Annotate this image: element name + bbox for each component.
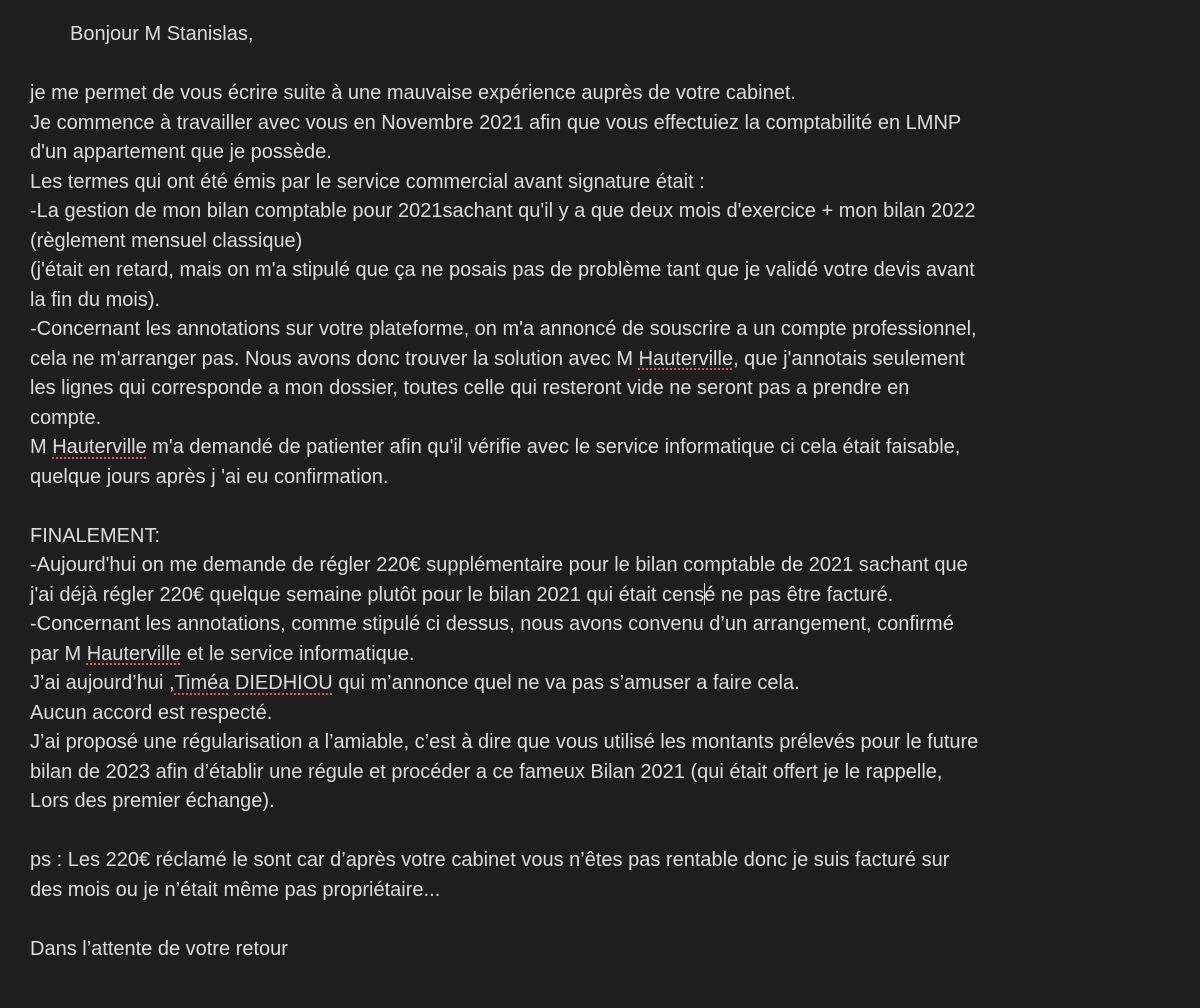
text-line: bilan de 2023 afin d’établir une régule et procéder a ce fameux Bilan 2021 (qui était offert je le rappelle, xyxy=(30,760,943,783)
section-heading: FINALEMENT: xyxy=(30,524,161,547)
misspelled-word[interactable]: Hauterville xyxy=(52,436,147,458)
ps-line: ps : Les 220€ réclamé le sont car d’après votre cabinet vous n’êtes pas rentable donc je suis facturé sur xyxy=(30,849,950,871)
text-line xyxy=(30,345,1180,375)
misspelled-word[interactable]: Hauterville xyxy=(86,642,182,665)
misspelled-word[interactable]: Hauterville xyxy=(638,347,734,370)
text-line xyxy=(30,669,1180,699)
text-line: Aucun accord est respecté. xyxy=(30,701,273,724)
text-segment: é ne pas être facturé. xyxy=(704,583,894,606)
text-segment: et le service informatique. xyxy=(181,642,415,665)
text-segment: J’ai aujourd’hui , xyxy=(30,672,175,694)
text-segment: par M xyxy=(30,642,87,665)
misspelled-word[interactable]: DIEDHIOU xyxy=(234,672,333,694)
text-line: compte. xyxy=(30,406,102,429)
text-segment: qui m’annonce quel ne va pas s’amuser a faire cela. xyxy=(332,672,800,694)
greeting-line: Bonjour M Stanislas, xyxy=(70,23,254,45)
misspelled-word[interactable]: Timéa xyxy=(174,672,230,694)
text-line: (j'était en retard, mais on m'a stipulé que ça ne posais pas de problème tant que je validé votre devis avant xyxy=(30,259,975,281)
text-segment: m'a demandé de patienter afin qu'il vérifie avec le service informatique ci cela était faisable, xyxy=(146,436,961,458)
text-line: (règlement mensuel classique) xyxy=(30,229,303,252)
blank-line xyxy=(30,905,1180,935)
text-line: je me permet de vous écrire suite à une mauvaise expérience auprès de votre cabinet. xyxy=(30,82,796,104)
text-segment: j'ai déjà régler 220€ quelque semaine plutôt pour le bilan 2021 qui était cens xyxy=(30,583,705,606)
blank-line xyxy=(30,817,1180,847)
text-line: quelque jours après j 'ai eu confirmation. xyxy=(30,465,389,488)
letter-body[interactable] xyxy=(30,20,1180,964)
text-segment: M xyxy=(30,436,53,458)
text-line: Les termes qui ont été émis par le service commercial avant signature était : xyxy=(30,170,705,193)
text-segment: cela ne m'arranger pas. Nous avons donc trouver la solution avec M xyxy=(30,347,639,370)
text-line xyxy=(30,640,1180,670)
text-line: Lors des premier échange). xyxy=(30,790,275,812)
text-line: -La gestion de mon bilan comptable pour 2021sachant qu'il y a que deux mois d'exercice + mon bilan 2022 xyxy=(30,200,976,222)
text-segment: , que j'annotais seulement xyxy=(733,347,965,370)
text-line: -Concernant les annotations, comme stipulé ci dessus, nous avons convenu d’un arrangement, confirmé xyxy=(30,613,954,635)
text-line: J’ai proposé une régularisation a l’amiable, c’est à dire que vous utilisé les montants prélevés pour le future xyxy=(30,731,979,753)
text-line: d'un appartement que je possède. xyxy=(30,141,332,163)
text-line xyxy=(30,433,1180,463)
text-line: la fin du mois). xyxy=(30,288,161,311)
text-line: Je commence à travailler avec vous en Novembre 2021 afin que vous effectuiez la comptabilité en LMNP xyxy=(30,111,962,134)
closing-line: Dans l’attente de votre retour xyxy=(30,937,288,960)
blank-line xyxy=(30,50,1180,80)
text-line: -Concernant les annotations sur votre plateforme, on m'a annoncé de souscrire a un compte professionnel, xyxy=(30,318,977,340)
blank-line xyxy=(30,492,1180,522)
ps-line: des mois ou je n’était même pas propriétaire... xyxy=(30,878,441,901)
text-line: -Aujourd'hui on me demande de régler 220€ supplémentaire pour le bilan comptable de 2021 sachant que xyxy=(30,554,968,576)
text-line xyxy=(30,581,1180,611)
text-line: les lignes qui corresponde a mon dossier, toutes celle qui resteront vide ne seront pas a prendre en xyxy=(30,377,910,399)
